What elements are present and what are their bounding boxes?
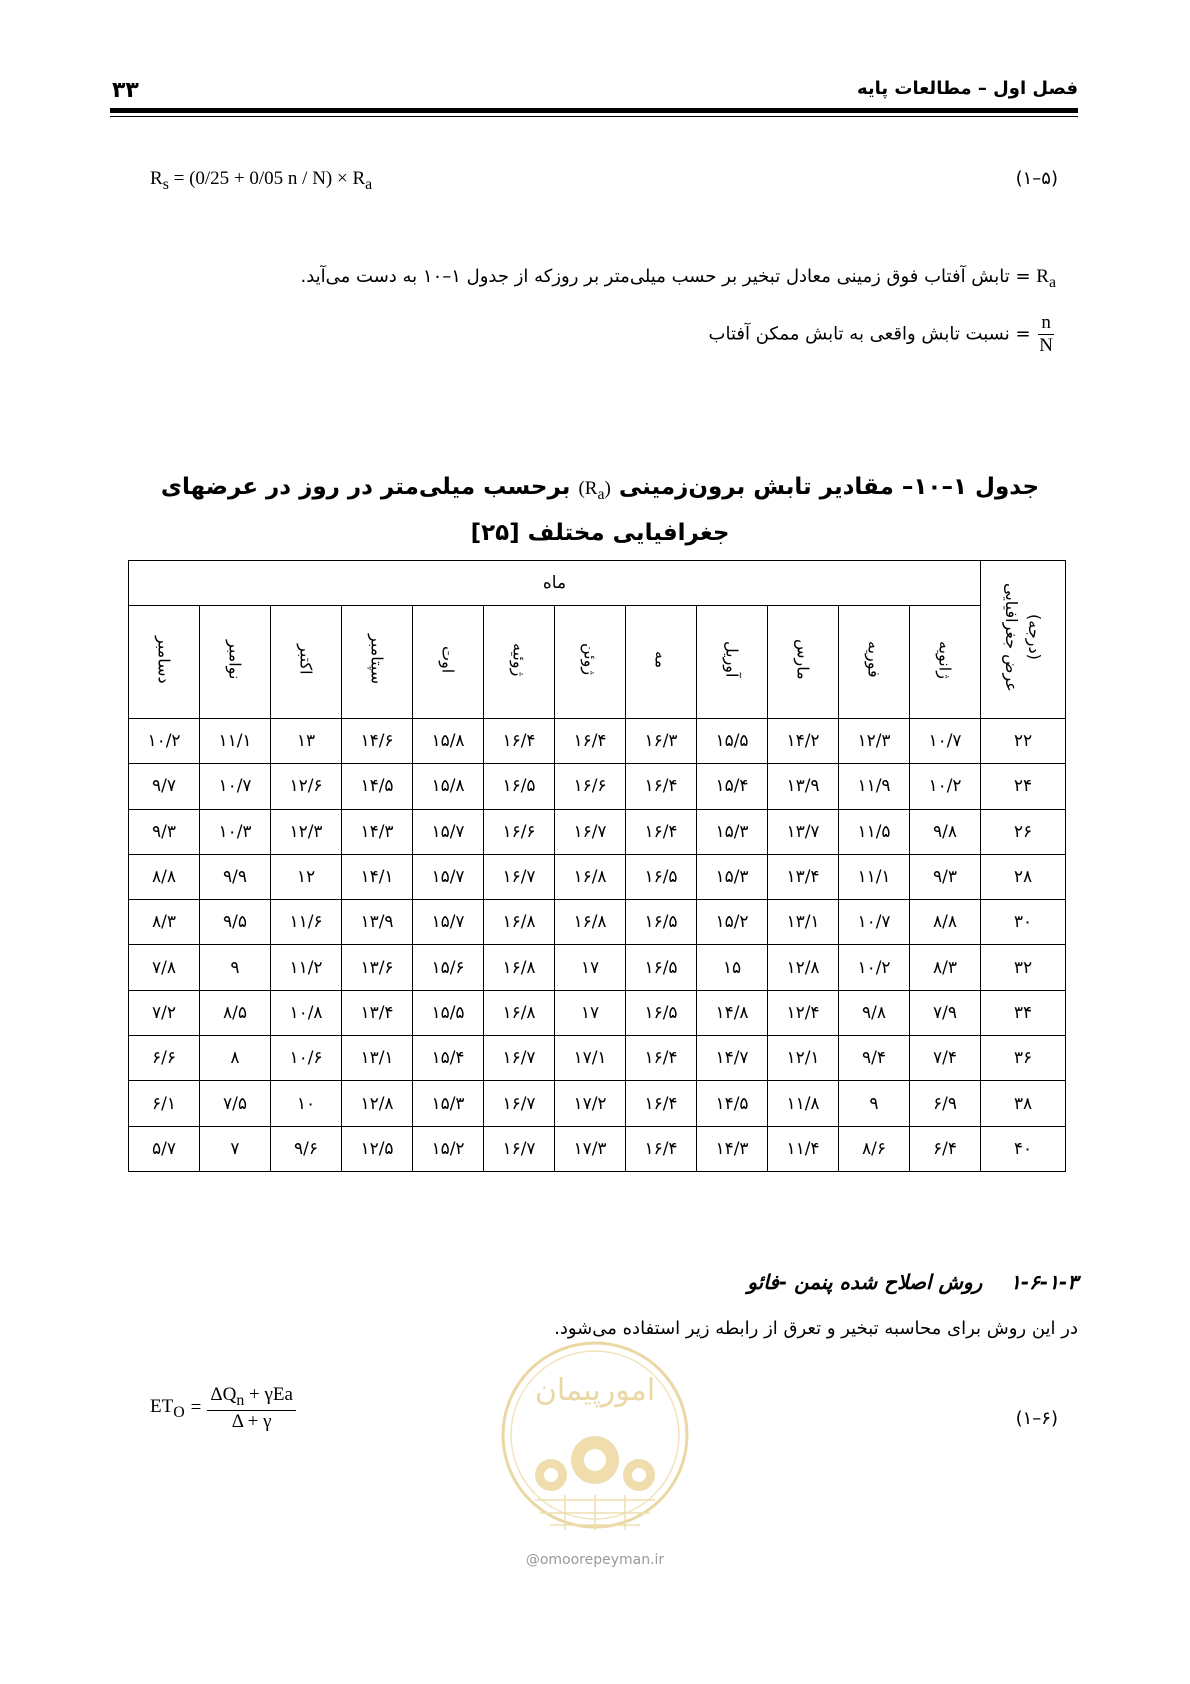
radiation-value-cell: ۱۲/۵ (342, 1126, 413, 1171)
radiation-value-cell: ۱۴/۱ (342, 854, 413, 899)
radiation-value-cell: ۱۶/۷ (484, 1036, 555, 1081)
radiation-value-cell: ۱۷/۱ (555, 1036, 626, 1081)
radiation-value-cell: ۱۷ (555, 990, 626, 1035)
radiation-value-cell: ۱۰/۷ (200, 764, 271, 809)
table-row (129, 1036, 1066, 1081)
radiation-value-cell: ۷/۵ (200, 1081, 271, 1126)
radiation-value-cell: ۱۰/۸ (271, 990, 342, 1035)
radiation-value-cell: ۱۶/۶ (484, 809, 555, 854)
radiation-value-cell: ۱۷/۳ (555, 1126, 626, 1171)
radiation-value-cell: ۱۰ (271, 1081, 342, 1126)
radiation-value-cell: ۱۷/۲ (555, 1081, 626, 1126)
radiation-value-cell: ۱۲/۳ (271, 809, 342, 854)
svg-text:امورپیمان: امورپیمان (534, 1373, 656, 1408)
radiation-value-cell: ۹/۳ (910, 854, 981, 899)
radiation-value-cell: ۱۷ (555, 945, 626, 990)
radiation-value-cell: ۱۶/۴ (626, 1036, 697, 1081)
radiation-value-cell: ۱۵/۴ (413, 1036, 484, 1081)
formula-eto: $ET_O$ = $\frac{\Delta Q_n + \gamma Ea}{\Delta + \gamma}$ (150, 1384, 296, 1433)
radiation-value-cell: ۱۶/۴ (626, 1081, 697, 1126)
radiation-value-cell: ۱۶/۸ (484, 990, 555, 1035)
table-row (129, 1126, 1066, 1171)
radiation-value-cell: ۱۶/۴ (626, 1126, 697, 1171)
radiation-value-cell: ۱۶/۵ (484, 764, 555, 809)
radiation-value-cell: ۱۰/۲ (129, 719, 200, 764)
radiation-value-cell: ۱۰/۶ (271, 1036, 342, 1081)
radiation-value-cell: ۱۵/۷ (413, 900, 484, 945)
month-header-cell: ژانویه (910, 606, 981, 719)
radiation-value-cell: ۱۵/۷ (413, 809, 484, 854)
radiation-value-cell: ۱۵/۷ (413, 854, 484, 899)
latitude-cell: ۳۴ (981, 990, 1066, 1035)
radiation-value-cell: ۷ (200, 1126, 271, 1171)
month-header-cell: مه (626, 606, 697, 719)
latitude-cell: ۲۲ (981, 719, 1066, 764)
radiation-value-cell: ۱۵/۵ (413, 990, 484, 1035)
radiation-value-cell: ۸/۳ (129, 900, 200, 945)
radiation-value-cell: ۱۵/۳ (413, 1081, 484, 1126)
radiation-value-cell: ۱۰/۷ (910, 719, 981, 764)
radiation-value-cell: ۹/۸ (839, 990, 910, 1035)
latitude-cell: ۲۴ (981, 764, 1066, 809)
radiation-value-cell: ۱۲/۸ (768, 945, 839, 990)
latitude-cell: ۴۰ (981, 1126, 1066, 1171)
radiation-value-cell: ۱۶/۵ (626, 900, 697, 945)
radiation-value-cell: ۱۶/۴ (626, 764, 697, 809)
month-header-cell: اوت (413, 606, 484, 719)
radiation-value-cell: ۱۰/۲ (910, 764, 981, 809)
radiation-value-cell: ۱۳/۹ (342, 900, 413, 945)
radiation-value-cell: ۸/۵ (200, 990, 271, 1035)
radiation-value-cell: ۱۵/۵ (697, 719, 768, 764)
header-rule-thin (110, 116, 1078, 117)
month-header: ماه (129, 561, 981, 606)
radiation-value-cell: ۱۰/۳ (200, 809, 271, 854)
radiation-value-cell: ۷/۲ (129, 990, 200, 1035)
radiation-value-cell: ۱۰/۲ (839, 945, 910, 990)
radiation-value-cell: ۱۴/۷ (697, 1036, 768, 1081)
radiation-value-cell: ۷/۹ (910, 990, 981, 1035)
table-row (129, 854, 1066, 899)
table-row (129, 764, 1066, 809)
radiation-value-cell: ۱۳/۴ (342, 990, 413, 1035)
table-row (129, 809, 1066, 854)
radiation-value-cell: ۱۶/۴ (484, 719, 555, 764)
radiation-value-cell: ۱۱/۲ (271, 945, 342, 990)
radiation-value-cell: ۱۲/۸ (342, 1081, 413, 1126)
definition-ra: $R_a$ = تابش آفتاب فوق زمینی معادل تبخیر بر حسب میلی‌متر بر روزکه از جدول ۱–۱۰ به دست می‌آید. (300, 266, 1056, 291)
radiation-value-cell: ۹/۷ (129, 764, 200, 809)
radiation-value-cell: ۸/۸ (910, 900, 981, 945)
radiation-value-cell: ۱۶/۴ (555, 719, 626, 764)
extraterrestrial-radiation-table (128, 560, 1066, 1172)
radiation-value-cell: ۱۳/۶ (342, 945, 413, 990)
radiation-value-cell: ۹/۶ (271, 1126, 342, 1171)
radiation-value-cell: ۱۴/۵ (697, 1081, 768, 1126)
radiation-value-cell: ۱۲ (271, 854, 342, 899)
table-caption-line2: جغرافیایی مختلف [۲۵] (470, 520, 730, 546)
radiation-value-cell: ۶/۶ (129, 1036, 200, 1081)
radiation-value-cell: ۱۵/۸ (413, 764, 484, 809)
radiation-value-cell: ۱۵/۴ (697, 764, 768, 809)
radiation-value-cell: ۱۶/۶ (555, 764, 626, 809)
equation-number-5-1: (۵–۱) (1015, 168, 1058, 189)
month-header-cell: مارس (768, 606, 839, 719)
latitude-cell: ۳۶ (981, 1036, 1066, 1081)
month-header-cell: دسامبر (129, 606, 200, 719)
radiation-value-cell: ۱۶/۳ (626, 719, 697, 764)
radiation-value-cell: ۸ (200, 1036, 271, 1081)
fraction-n-N: $\frac{n}{N}$ (1039, 312, 1053, 356)
radiation-value-cell: ۱۶/۵ (626, 990, 697, 1035)
radiation-value-cell: ۹/۸ (910, 809, 981, 854)
radiation-value-cell: ۱۶/۵ (626, 854, 697, 899)
radiation-value-cell: ۶/۱ (129, 1081, 200, 1126)
section-heading: ۱-۶-۱-۳ روش اصلاح شده پنمن -فائو (747, 1270, 1078, 1294)
radiation-value-cell: ۱۱/۸ (768, 1081, 839, 1126)
radiation-value-cell: ۱۶/۸ (484, 900, 555, 945)
table-row (129, 900, 1066, 945)
page-number: ۳۳ (112, 78, 139, 103)
radiation-value-cell: ۱۴/۶ (342, 719, 413, 764)
radiation-value-cell: ۶/۴ (910, 1126, 981, 1171)
month-header-cell: اکتبر (271, 606, 342, 719)
definition-n-over-N: $\frac{n}{N}$ = نسبت تابش واقعی به تابش ممکن آفتاب (709, 312, 1056, 357)
radiation-value-cell: ۱۵/۸ (413, 719, 484, 764)
radiation-value-cell: ۱۳/۹ (768, 764, 839, 809)
radiation-value-cell: ۱۱/۱ (839, 854, 910, 899)
latitude-cell: ۳۲ (981, 945, 1066, 990)
table-caption-line1: جدول ۱–۱۰– مقادیر تابش برون‌زمینی $(R_a)$ برحسب میلی‌متر در روز در عرضهای (160, 474, 1040, 503)
month-header-cell: فوریه (839, 606, 910, 719)
radiation-value-cell: ۱۱/۹ (839, 764, 910, 809)
radiation-value-cell: ۱۵ (697, 945, 768, 990)
radiation-value-cell: ۱۵/۳ (697, 809, 768, 854)
radiation-value-cell: ۱۶/۸ (555, 854, 626, 899)
radiation-value-cell: ۱۶/۷ (484, 854, 555, 899)
month-header-cell: ژوئیه (484, 606, 555, 719)
radiation-value-cell: ۵/۷ (129, 1126, 200, 1171)
radiation-value-cell: ۹ (839, 1081, 910, 1126)
radiation-value-cell: ۱۴/۸ (697, 990, 768, 1035)
latitude-header: عرض جغرافیایی (درجه) (981, 561, 1066, 719)
radiation-value-cell: ۱۶/۵ (626, 945, 697, 990)
radiation-value-cell: ۹/۵ (200, 900, 271, 945)
table-row (129, 1081, 1066, 1126)
equation-number-6-1: (۶–۱) (1015, 1408, 1058, 1429)
month-header-cell: نوامبر (200, 606, 271, 719)
radiation-value-cell: ۶/۹ (910, 1081, 981, 1126)
radiation-value-cell: ۱۴/۲ (768, 719, 839, 764)
header-rule-thick (110, 108, 1078, 113)
latitude-cell: ۲۶ (981, 809, 1066, 854)
table-row (129, 990, 1066, 1035)
radiation-value-cell: ۱۴/۳ (342, 809, 413, 854)
radiation-value-cell: ۱۳/۱ (342, 1036, 413, 1081)
radiation-value-cell: ۱۳/۱ (768, 900, 839, 945)
latitude-cell: ۳۰ (981, 900, 1066, 945)
radiation-value-cell: ۹ (200, 945, 271, 990)
watermark-logo (495, 1325, 695, 1565)
radiation-value-cell: ۱۴/۳ (697, 1126, 768, 1171)
radiation-value-cell: ۱۶/۸ (555, 900, 626, 945)
radiation-value-cell: ۱۲/۱ (768, 1036, 839, 1081)
table-row (129, 945, 1066, 990)
radiation-value-cell: ۱۲/۴ (768, 990, 839, 1035)
radiation-value-cell: ۱۶/۴ (626, 809, 697, 854)
radiation-value-cell: ۱۱/۴ (768, 1126, 839, 1171)
radiation-value-cell: ۱۶/۸ (484, 945, 555, 990)
radiation-value-cell: ۱۲/۳ (839, 719, 910, 764)
formula-rs: $R_s = (0/25 + 0/05$ $n / N) \times R_a$ (150, 168, 373, 193)
month-header-cell: سپتامبر (342, 606, 413, 719)
radiation-value-cell: ۱۳/۴ (768, 854, 839, 899)
radiation-value-cell: ۹/۹ (200, 854, 271, 899)
chapter-title: فصل اول – مطالعات پایه (856, 78, 1078, 99)
table-row (129, 719, 1066, 764)
radiation-value-cell: ۱۲/۶ (271, 764, 342, 809)
radiation-value-cell: ۱۴/۵ (342, 764, 413, 809)
latitude-cell: ۲۸ (981, 854, 1066, 899)
radiation-value-cell: ۱۵/۶ (413, 945, 484, 990)
month-header-cell: آوریل (697, 606, 768, 719)
radiation-value-cell: ۱۶/۷ (484, 1126, 555, 1171)
radiation-value-cell: ۱۶/۷ (484, 1081, 555, 1126)
radiation-value-cell: ۱۱/۱ (200, 719, 271, 764)
radiation-value-cell: ۹/۴ (839, 1036, 910, 1081)
radiation-value-cell: ۱۵/۲ (697, 900, 768, 945)
month-header-cell: ژوئن (555, 606, 626, 719)
section-body: در این روش برای محاسبه تبخیر و تعرق از رابطه زیر استفاده می‌شود. (554, 1318, 1078, 1339)
radiation-value-cell: ۱۳ (271, 719, 342, 764)
radiation-value-cell: ۱۱/۵ (839, 809, 910, 854)
radiation-value-cell: ۸/۶ (839, 1126, 910, 1171)
radiation-value-cell: ۷/۴ (910, 1036, 981, 1081)
radiation-value-cell: ۱۵/۳ (697, 854, 768, 899)
radiation-value-cell: ۱۶/۷ (555, 809, 626, 854)
radiation-value-cell: ۱۱/۶ (271, 900, 342, 945)
latitude-cell: ۳۸ (981, 1081, 1066, 1126)
radiation-value-cell: ۷/۸ (129, 945, 200, 990)
radiation-value-cell: ۸/۸ (129, 854, 200, 899)
watermark-site: @omoorepeyman.ir (525, 1552, 665, 1568)
radiation-value-cell: ۹/۳ (129, 809, 200, 854)
radiation-value-cell: ۱۳/۷ (768, 809, 839, 854)
radiation-value-cell: ۱۵/۲ (413, 1126, 484, 1171)
radiation-value-cell: ۱۰/۷ (839, 900, 910, 945)
radiation-value-cell: ۸/۳ (910, 945, 981, 990)
